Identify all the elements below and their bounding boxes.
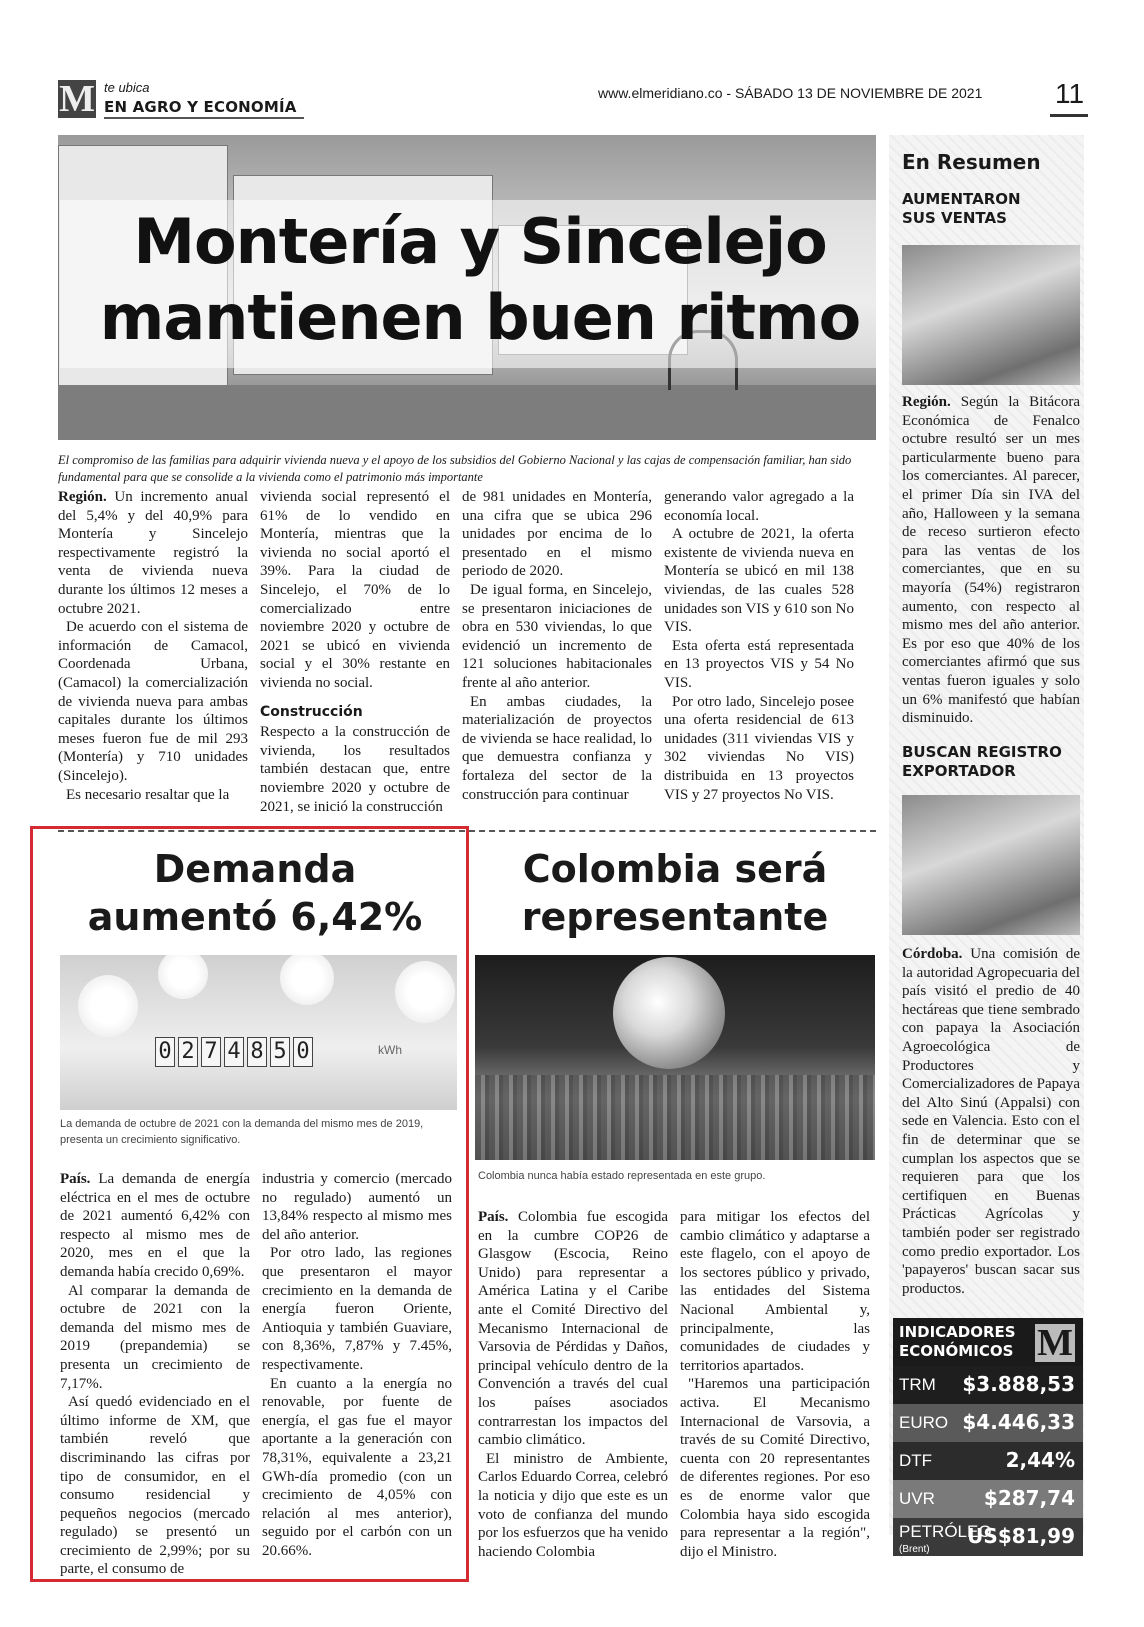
- paragraph: [680, 1208, 870, 1375]
- main-headline-line1: Montería y Sincelejo: [133, 205, 827, 278]
- paragraph: [478, 1208, 668, 1450]
- indicators-logo: M: [1035, 1324, 1075, 1362]
- paragraph-text: En cuanto a la energía no renovable, por fuente de energía, el gas fue el mayor aportante a la generación con 78,31%, equivalente a 23,21 GWh-día promedio (con un crecimiento de 4,05% con relación al mes anterior), seguido por el carbón con un 20.66%.: [262, 1375, 452, 1559]
- paragraph-lead: País.: [478, 1209, 509, 1225]
- indicator-value: $4.446,33: [962, 1410, 1075, 1434]
- paragraph: [60, 1393, 250, 1579]
- main-story-column-4: [664, 488, 854, 804]
- indicator-row: [893, 1366, 1083, 1404]
- dateline: www.elmeridiano.co - SÁBADO 13 DE NOVIEMBRE DE 2021: [598, 85, 983, 101]
- paragraph-text: Colombia fue escogida en la cumbre COP26 de Glasgow (Escocia, Reino Unido) para representar a América Latina y el Caribe ante el Comité Directivo del Mecanismo Internacional de Varsovia de Pérdidas y Daños, principal vehículo dentro de la Convención a través del cual los países asociados contrarrestan los impactos del cambio climático.: [478, 1209, 668, 1449]
- page-number-rule: [1050, 114, 1088, 117]
- paragraph-text: El ministro de Ambiente, Carlos Eduardo Correa, celebró la noticia y dijo que este es un voto de confianza del mundo por los esfuerzos que ha venido haciendo Colombia: [478, 1450, 668, 1560]
- paragraph-text: "Haremos una participación activa. El Mecanismo Internacional de Varsovia, a través de su Comité Directivo, cuenta con 20 representantes de diferentes regiones. Por eso es de enorme valor que Colombia haya sido escogida para representar a la región", dijo el Ministro.: [680, 1376, 870, 1560]
- paragraph: [462, 488, 652, 581]
- sidebar-item1-heading-line1: AUMENTARON: [902, 190, 1021, 208]
- paragraph: [478, 1450, 668, 1562]
- sidebar-item2-heading-line2: EXPORTADOR: [902, 762, 1016, 780]
- paragraph-lead: Región.: [58, 489, 107, 505]
- paragraph: [462, 693, 652, 805]
- paragraph-text: vivienda social representó el 61% de lo vendido en Montería, mientras que la vivienda no social aportó el 39%. Para la ciudad de Sincelejo, el 70% de lo comercializado entre noviembre 2020 y octubre de 2021 se ubicó en vivienda social y el 30% restante en vivienda no social.: [260, 489, 450, 691]
- paragraph: [260, 488, 450, 693]
- sidebar-item1-heading-line2: SUS VENTAS: [902, 209, 1007, 227]
- indicator-label: TRM: [899, 1375, 936, 1394]
- meter-digit: 4: [224, 1037, 244, 1067]
- paragraph-text: A octubre de 2021, la oferta existente de vivienda nueva en Montería se ubicó en mil 138 viviendas, de las cuales 528 unidades son VIS y 610 son No VIS.: [664, 526, 854, 636]
- paragraph-text: para mitigar los efectos del cambio climático y adaptarse a este flagelo, con el apoyo de los sectores público y privado, las entidades del Sistema Nacional Ambiental y, principalmente, las comunidades de ciudades y territorios apartados.: [680, 1209, 870, 1374]
- sidebar-item2-body: Una comisión de la autoridad Agropecuaria del país visitó el predio de 40 hectáreas que tiene sembrado con papaya la Asociación Agroecológica de Productores y Comercializadores de Papaya del Alto Sinú (Appalsi) con sede en Valencia. Esto con el fin de determinar que se cumplan los aspectos que se requieren para que los certifiquen en Buenas Prácticas Agrícolas y también poder ser registrado como predio exportador. Los 'papayeros' buscan sacar sus productos.: [902, 946, 1080, 1297]
- paragraph: [664, 525, 854, 637]
- demand-photo-caption: La demanda de octubre de 2021 con la demanda del mismo mes de 2019, presenta un crecimiento significativo.: [60, 1118, 424, 1146]
- sidebar-item1-text: [902, 393, 1080, 728]
- demand-headline: [60, 845, 450, 941]
- paragraph: [680, 1375, 870, 1561]
- main-headline-line2: mantienen buen ritmo: [99, 281, 861, 354]
- paragraph: [58, 618, 248, 785]
- sidebar-item1-heading: [902, 190, 1021, 228]
- meter-digit: 7: [201, 1037, 221, 1067]
- sidebar-item2-heading: [902, 743, 1062, 781]
- sidebar-item2-lead: Córdoba.: [902, 946, 963, 962]
- main-headline: [80, 204, 880, 356]
- meter-digit: 0: [155, 1037, 175, 1067]
- paragraph-text: generando valor agregado a la economía local.: [664, 489, 854, 524]
- indicator-value: $287,74: [983, 1486, 1075, 1510]
- paragraph-lead: País.: [60, 1171, 91, 1187]
- meter-digit: 2: [178, 1037, 198, 1067]
- sidebar-item2-text: [902, 945, 1080, 1298]
- paragraph-text: Es necesario resaltar que la: [66, 786, 230, 803]
- indicator-row: [893, 1404, 1083, 1442]
- economic-indicators-box: [893, 1318, 1083, 1562]
- demand-story-column-1: [60, 1170, 250, 1579]
- sidebar-item1-photo: [902, 245, 1080, 385]
- colombia-headline-line1: Colombia será: [522, 847, 828, 891]
- indicators-title-line2: ECONÓMICOS: [899, 1342, 1014, 1360]
- paragraph-text: de 981 unidades en Montería, una cifra que se ubica 296 unidades por encima de lo presentado en el mismo periodo de 2020.: [462, 489, 652, 580]
- cop26-photo: [475, 955, 875, 1160]
- sidebar-item2-photo: [902, 795, 1080, 935]
- indicators-title-line1: INDICADORES: [899, 1323, 1016, 1341]
- indicator-value: 2,44%: [1005, 1448, 1075, 1472]
- paragraph-text: Así quedó evidenciado en el último informe de XM, que también reveló que discriminando las cifras por tipo de consumidor, en el consumo residencial y pequeños negocios (mercado regulado) se presentó un crecimiento de 2,99%; por su parte, el consumo de: [60, 1394, 250, 1578]
- paragraph: [462, 581, 652, 693]
- paragraph: [58, 488, 248, 618]
- colombia-headline-line2: representante: [521, 895, 829, 939]
- paragraph: [58, 786, 248, 805]
- sidebar-item2-heading-line1: BUSCAN REGISTRO: [902, 743, 1062, 761]
- paragraph-text: Por otro lado, las regiones que presentaron el mayor crecimiento en la demanda de energía fueron Oriente, Antioquia y también Guaviare, con 8,36%, 7,87% y 7.45%, respectivamente.: [262, 1245, 452, 1373]
- meter-digit: 5: [270, 1037, 290, 1067]
- meter-display: [155, 1037, 313, 1067]
- energy-meter-photo: [60, 955, 457, 1110]
- paragraph-text: Al comparar la demanda de octubre de 2021 con la demanda del mismo mes de 2019 (prepandemia) se presenta un crecimiento de 7,17%.: [60, 1282, 250, 1392]
- demand-story-column-2: [262, 1170, 452, 1560]
- page-number: 11: [1055, 78, 1085, 109]
- sidebar-item1-body: Según la Bitácora Económica de Fenalco octubre resultó ser un mes particularmente bueno para los comerciantes. Al parecer, el primer Día sin IVA del año, Halloween y la semana de receso surtieron efecto para las ventas de los comerciantes, que en su mayoría (54%) registraron aumento, con respecto al mismo mes del año anterior. Es por eso que 40% de los comerciantes afirmó que sus ventas fueron iguales y solo un 6% manifestó que habían disminuido.: [902, 394, 1080, 727]
- meter-unit: kWh: [378, 1043, 402, 1057]
- indicator-sublabel: (Brent): [899, 1544, 930, 1555]
- paragraph-text: Por otro lado, Sincelejo posee una oferta residencial de 613 unidades (311 viviendas VIS y 302 viviendas No VIS) distribuida en 13 proyectos VIS y 27 proyectos No VIS.: [664, 693, 854, 803]
- section-kicker: te ubica: [104, 80, 150, 95]
- main-story-column-1: [58, 488, 248, 804]
- paragraph: [664, 693, 854, 805]
- sidebar-title: En Resumen: [902, 150, 1041, 174]
- indicator-label: DTF: [899, 1451, 933, 1470]
- construction-subhead: Construcción: [260, 703, 363, 720]
- paragraph: [262, 1170, 452, 1244]
- paragraph-text: Un incremento anual del 5,4% y del 40,9% para Montería y Sincelejo respectivamente registró la venta de vivienda nueva durante los últimos 12 meses a octubre 2021.: [58, 489, 248, 617]
- indicator-label: UVR: [899, 1489, 935, 1508]
- main-story-column-3: [462, 488, 652, 804]
- colombia-headline: [475, 845, 875, 941]
- paragraph: [60, 1282, 250, 1394]
- paragraph: [60, 1170, 250, 1282]
- paragraph-text: industria y comercio (mercado no regulado) aumentó un 13,84% respecto al mismo mes del año anterior.: [262, 1171, 452, 1243]
- paragraph-text: La demanda de energía eléctrica en el mes de octubre de 2021 aumentó 6,42% con respecto al mismo mes de 2020, mes en el que la demanda había crecido 0,69%.: [60, 1171, 250, 1280]
- colombia-story-column-1: [478, 1208, 668, 1561]
- masthead-logo: M: [59, 78, 95, 120]
- colombia-photo-caption: Colombia nunca había estado representada en este grupo.: [478, 1170, 766, 1182]
- sidebar-item1-lead: Región.: [902, 394, 951, 410]
- main-story-column-2: [260, 488, 450, 816]
- paragraph-text: Respecto a la construcción de vivienda, los resultados también destacan que, entre noviembre 2020 y octubre de 2021, se inició la construcción: [260, 724, 450, 815]
- main-photo-caption: El compromiso de las familias para adquirir vivienda nueva y el apoyo de los subsidios del Gobierno Nacional y las cajas de compensación familiar, han sido fundamental para que se consolide a la vivienda como el patrimonio más importante: [58, 453, 852, 484]
- indicator-label: EURO: [899, 1413, 949, 1432]
- paragraph: [262, 1375, 452, 1561]
- meter-digit: 0: [293, 1037, 313, 1067]
- demand-headline-line1: Demanda: [153, 847, 357, 891]
- indicator-value: $3.888,53: [962, 1372, 1075, 1396]
- globe-sculpture: [613, 957, 725, 1069]
- paragraph: [262, 1244, 452, 1374]
- section-title: EN AGRO Y ECONOMÍA: [104, 98, 297, 116]
- indicator-row: [893, 1442, 1083, 1480]
- indicator-label: PETRÓLEO: [899, 1522, 992, 1541]
- indicator-row: [893, 1480, 1083, 1518]
- paragraph: [260, 723, 450, 816]
- paragraph-text: De igual forma, en Sincelejo, se presentaron iniciaciones de obra en 530 viviendas, lo que evidenció un incremento de 121 soluciones habitacionales frente al año anterior.: [462, 581, 652, 691]
- paragraph-text: De acuerdo con el sistema de información de Camacol, Coordenada Urbana, (Camacol) la comercialización de vivienda nueva para ambas capitales durante los últimos meses fueron fue de mil 293 (Montería) y 710 unidades (Sincelejo).: [58, 619, 248, 784]
- paragraph: [664, 488, 854, 525]
- paragraph: [664, 637, 854, 693]
- paragraph-text: Esta oferta está representada en 13 proyectos VIS y 54 No VIS.: [664, 637, 854, 691]
- meter-digit: 8: [247, 1037, 267, 1067]
- paragraph-text: En ambas ciudades, la materialización de proyectos de vivienda se hace realidad, lo que demuestra confianza y fortaleza del sector de la construcción para continuar: [462, 693, 652, 803]
- indicators-title: [893, 1318, 1083, 1366]
- colombia-story-column-2: [680, 1208, 870, 1561]
- indicator-value: US$81,99: [967, 1524, 1075, 1548]
- section-rule: [104, 117, 304, 119]
- indicator-row: [893, 1518, 1083, 1556]
- demand-headline-line2: aumentó 6,42%: [87, 895, 423, 939]
